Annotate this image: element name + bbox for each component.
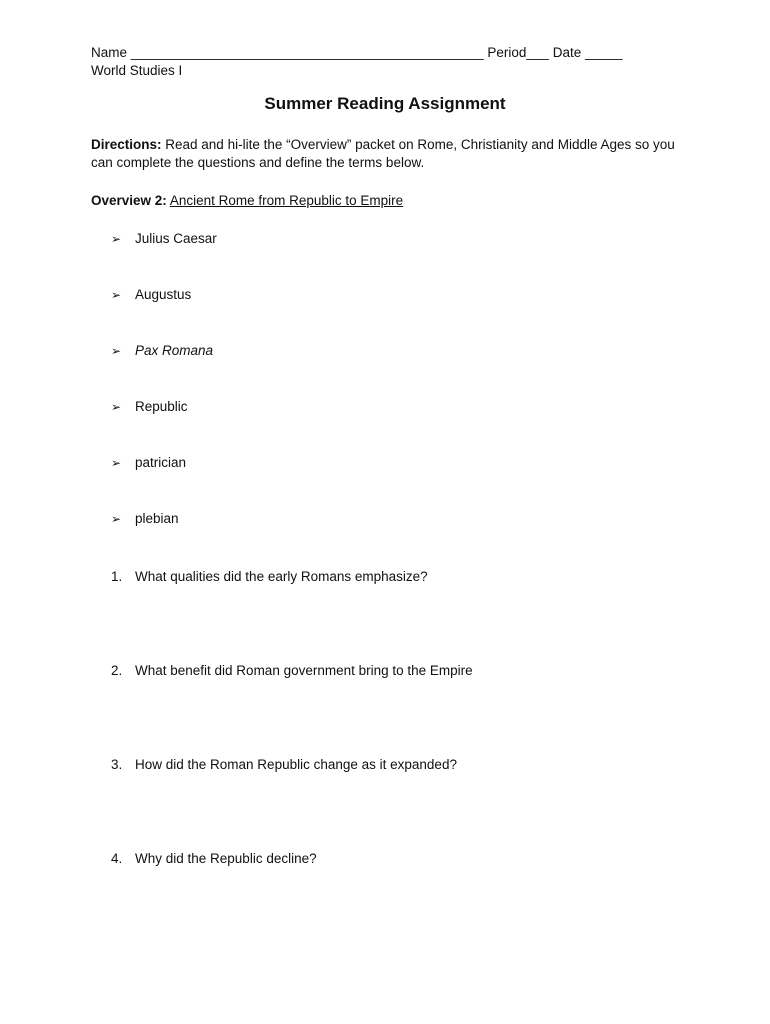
arrowhead-bullet-icon: ➢	[111, 231, 122, 246]
term-item	[111, 455, 186, 470]
arrowhead-bullet-icon: ➢	[111, 287, 122, 302]
name-period-date-line: Name _______________________________________________ Period___ Date _____	[91, 45, 623, 60]
page-title: Summer Reading Assignment	[264, 94, 506, 113]
question-text: Why did the Republic decline?	[135, 851, 317, 866]
arrowhead-bullet-icon: ➢	[111, 343, 122, 358]
question-text: How did the Roman Republic change as it expanded?	[135, 757, 457, 772]
arrowhead-bullet-icon: ➢	[111, 511, 122, 526]
arrowhead-bullet-icon: ➢	[111, 399, 122, 414]
overview-title: Ancient Rome from Republic to Empire	[169, 193, 404, 208]
term-item	[111, 343, 213, 358]
term-item	[111, 511, 179, 526]
question-number: 1.	[111, 569, 123, 584]
term-label: Julius Caesar	[135, 231, 217, 246]
question-number: 3.	[111, 757, 123, 772]
course-name: World Studies I	[91, 63, 183, 78]
question-item	[111, 851, 317, 866]
question-number: 2.	[111, 663, 123, 678]
arrowhead-bullet-icon: ➢	[111, 455, 122, 470]
directions-paragraph	[91, 136, 681, 172]
question-text: What benefit did Roman government bring to the Empire	[135, 663, 473, 678]
question-item	[111, 663, 473, 678]
question-item	[111, 757, 457, 772]
directions-label: Directions:	[91, 137, 162, 152]
term-item	[111, 399, 188, 414]
term-label: Republic	[135, 399, 188, 414]
directions-text: Read and hi-lite the “Overview” packet on Rome, Christianity and Middle Ages so you can complete the questions and define the terms below.	[91, 137, 675, 170]
term-item	[111, 231, 217, 246]
term-label: patrician	[135, 455, 187, 470]
term-label: Augustus	[135, 287, 192, 302]
question-number: 4.	[111, 851, 123, 866]
question-item	[111, 569, 428, 584]
term-label: Pax Romana	[135, 343, 214, 358]
overview-label: Overview 2:	[91, 193, 167, 208]
term-label: plebian	[135, 511, 179, 526]
question-text: What qualities did the early Romans emphasize?	[135, 569, 428, 584]
term-item	[111, 287, 191, 302]
overview-heading	[91, 193, 403, 208]
